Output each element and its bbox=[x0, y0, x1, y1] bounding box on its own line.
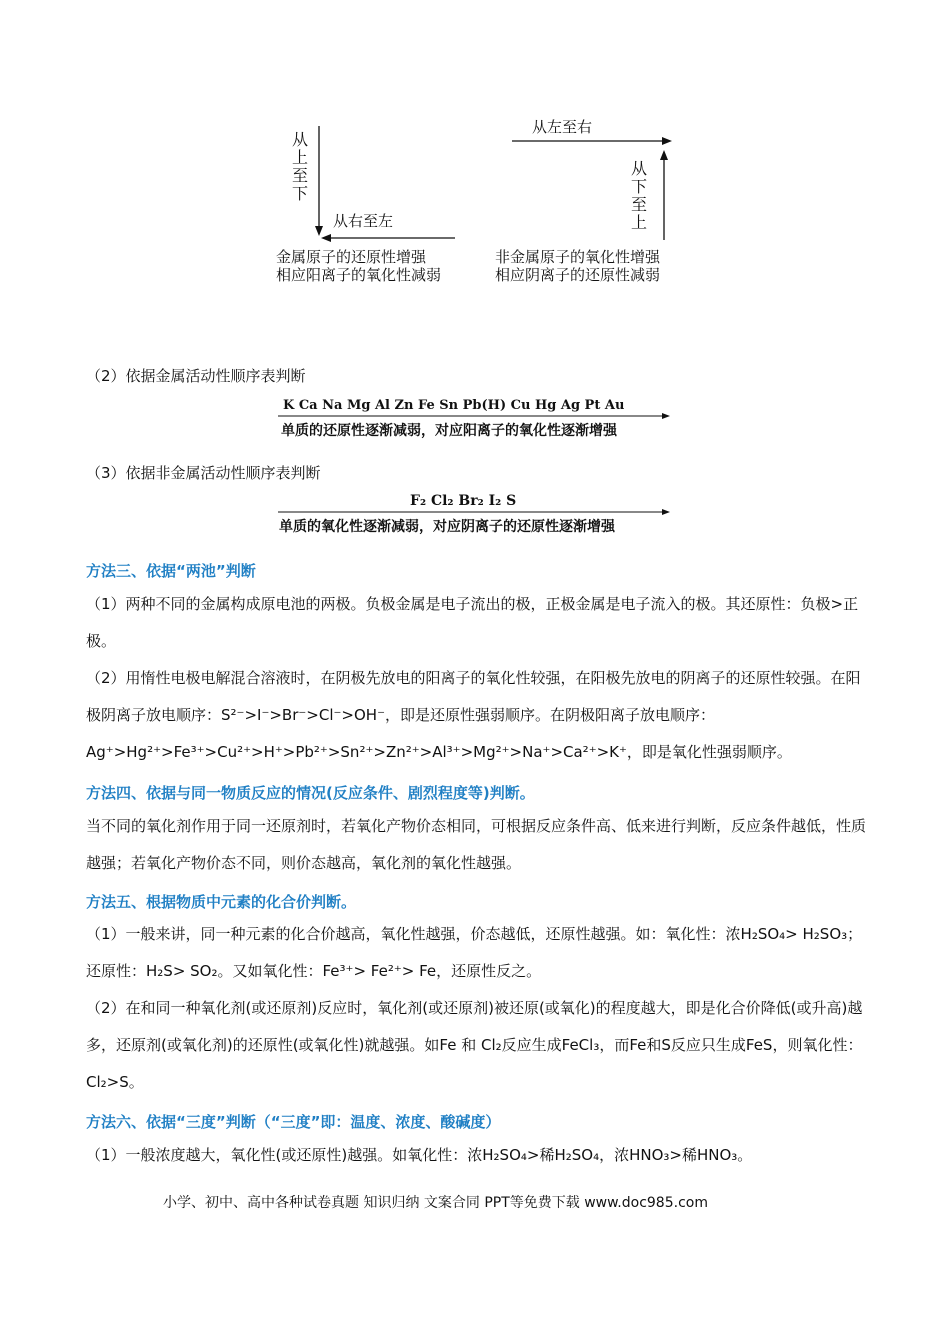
char: 至 bbox=[630, 195, 647, 214]
method4-p1: 当不同的氧化剂作用于同一还原剂时，若氧化产物价态相同，可根据反应条件高、低来进行判断，反应条件越低，性质越强；若氧化产物价态不同，则价态越高，氧化剂的氧化性越强。 bbox=[86, 817, 867, 872]
footer: 小学、初中、高中各种试卷真题 知识归纳 文案合同 PPT等免费下载 www.doc985.com bbox=[163, 1195, 708, 1211]
method6-title: 方法六、依据“三度”判断（“三度”即：温度、浓度、酸碱度） bbox=[86, 1113, 501, 1131]
left-caption-line1: 金属原子的还原性增强 bbox=[276, 248, 427, 266]
method5-p2: （2）在和同一种氧化剂(或还原剂)反应时，氧化剂(或还原剂)被还原(或氧化)的程度越大，即是化合价降低(或升高)越多，还原剂(或氧化剂)的还原性(或氧化性)就越强。如Fe 和 Cl₂反应生成FeCl₃，而Fe和S反应只生成FeS，则氧化性：Cl₂>S。 bbox=[86, 999, 863, 1091]
char: 下 bbox=[630, 177, 647, 196]
right-vertical-label bbox=[630, 160, 648, 232]
char: 上 bbox=[630, 213, 647, 232]
method5-p1: （1）一般来讲，同一种元素的化合价越高，氧化性越强，价态越低，还原性越强。如：氧化性：浓H₂SO₄> H₂SO₃；还原性：H₂S> SO₂。又如氧化性：Fe³⁺> Fe²⁺> Fe，还原性反之。 bbox=[86, 925, 863, 980]
nonmetal-series: F₂ Cl₂ Br₂ I₂ S bbox=[410, 493, 517, 509]
right-caption-line2: 相应阴离子的还原性减弱 bbox=[495, 266, 661, 284]
method3-p2: （2）用惰性电极电解混合溶液时，在阴极先放电的阳离子的氧化性较强，在阳极先放电的阴离子的还原性较强。在阳极阴离子放电顺序：S²⁻>I⁻>Br⁻>Cl⁻>OH⁻，即是还原性强弱顺序。在阴极阳离子放电顺序：Ag⁺>Hg²⁺>Fe³⁺>Cu²⁺>H⁺>Pb²⁺>Sn²⁺>Zn²⁺>Al³⁺>Mg²⁺>Na⁺>Ca²⁺>K⁺，即是氧化性强弱顺序。 bbox=[86, 669, 861, 761]
left-horizontal-label: 从右至左 bbox=[333, 212, 394, 230]
item3-title: （3）依据非金属活动性顺序表判断 bbox=[86, 464, 321, 482]
metal-series: K Ca Na Mg Al Zn Fe Sn Pb(H) Cu Hg Ag Pt Au bbox=[283, 398, 625, 413]
left-diagram-arrows bbox=[0, 0, 950, 320]
char: 从 bbox=[630, 159, 647, 178]
method4-title: 方法四、依据与同一物质反应的情况(反应条件、剧烈程度等)判断。 bbox=[86, 784, 535, 802]
item2-title: （2）依据金属活动性顺序表判断 bbox=[86, 367, 306, 385]
right-horizontal-label: 从左至右 bbox=[532, 118, 593, 136]
char: 至 bbox=[291, 166, 308, 185]
method3-p1: （1）两种不同的金属构成原电池的两极。负极金属是电子流出的极，正极金属是电子流入的极。其还原性：负极>正极。 bbox=[86, 595, 859, 650]
method6-p1: （1）一般浓度越大，氧化性(或还原性)越强。如氧化性：浓H₂SO₄>稀H₂SO₄，浓HNO₃>稀HNO₃。 bbox=[86, 1146, 753, 1164]
method5-title: 方法五、根据物质中元素的化合价判断。 bbox=[86, 893, 357, 911]
nonmetal-caption: 单质的氧化性逐渐减弱，对应阴离子的还原性逐渐增强 bbox=[279, 519, 615, 535]
method3-title: 方法三、依据“两池”判断 bbox=[86, 562, 256, 580]
right-caption-line1: 非金属原子的氧化性增强 bbox=[495, 248, 661, 266]
char: 上 bbox=[291, 148, 308, 167]
metal-caption: 单质的还原性逐渐减弱，对应阳离子的氧化性逐渐增强 bbox=[281, 423, 617, 439]
char: 下 bbox=[291, 184, 308, 203]
left-caption-line2: 相应阳离子的氧化性减弱 bbox=[276, 266, 442, 284]
char: 从 bbox=[291, 130, 308, 149]
